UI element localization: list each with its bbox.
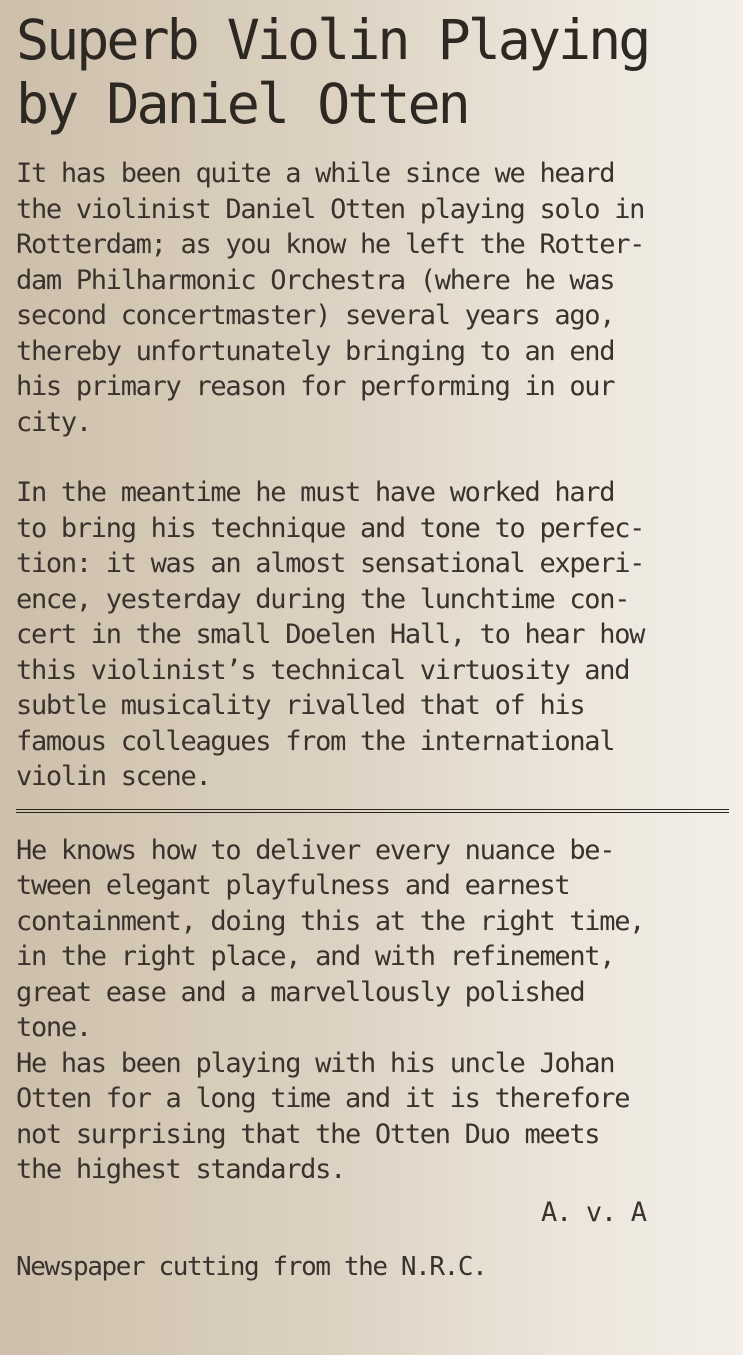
text-line: It has been quite a while since we heard (16, 158, 615, 189)
text-line: tween elegant playfulness and earnest (16, 870, 570, 901)
text-line: great ease and a marvellously polished (16, 976, 585, 1008)
text-line: Rotterdam; as you know he left the Rotter- (16, 229, 645, 260)
text-line: famous colleagues from the international (16, 725, 615, 757)
text-line: violin scene. (16, 761, 211, 792)
text-line: thereby unfortunately bringing to an end (16, 335, 615, 367)
paragraph-1 (16, 156, 743, 440)
text-line: his primary reason for performing in our (16, 371, 615, 402)
title-line: Superb Violin Playing (16, 8, 649, 72)
text-line: subtle musicality rivalled that of his (16, 690, 585, 721)
source-caption: Newspaper cutting from the N.R.C. (16, 1252, 487, 1282)
text-line: containment, doing this at the right time, (16, 905, 645, 937)
text-line: In the meantime he must have worked hard (16, 477, 615, 508)
text-line: in the right place, and with refinement, (16, 941, 615, 972)
text-line: second concertmaster) several years ago, (16, 300, 615, 331)
double-rule-divider (16, 809, 729, 813)
text-line: dam Philharmonic Orchestra (where he was (16, 264, 615, 296)
text-line: He has been playing with his uncle Johan (16, 1047, 615, 1079)
text-line: this violinist’s technical virtuosity and (16, 654, 630, 686)
text-line: tone. (16, 1012, 91, 1043)
author-initials: A. v. A (541, 1196, 646, 1228)
text-line: the violinist Daniel Otten playing solo in (16, 193, 645, 225)
text-line: He knows how to deliver every nuance be- (16, 834, 615, 866)
paragraph-3 (16, 833, 743, 1231)
text-line: ence, yesterday during the lunchtime con- (16, 583, 630, 615)
text-line: city. (16, 406, 91, 438)
title-line: by Daniel Otten (16, 72, 468, 136)
text-line: tion: it was an almost sensational experi- (16, 548, 645, 579)
text-line: the highest standards. (16, 1154, 346, 1185)
article-title (16, 8, 743, 136)
paragraph-2 (16, 475, 743, 795)
text-line: cert in the small Doelen Hall, to hear how (16, 619, 645, 650)
text-line: to bring his technique and tone to perfec- (16, 512, 645, 544)
text-line: not surprising that the Otten Duo meets (16, 1118, 600, 1150)
text-line: Otten for a long time and it is therefore (16, 1083, 630, 1114)
